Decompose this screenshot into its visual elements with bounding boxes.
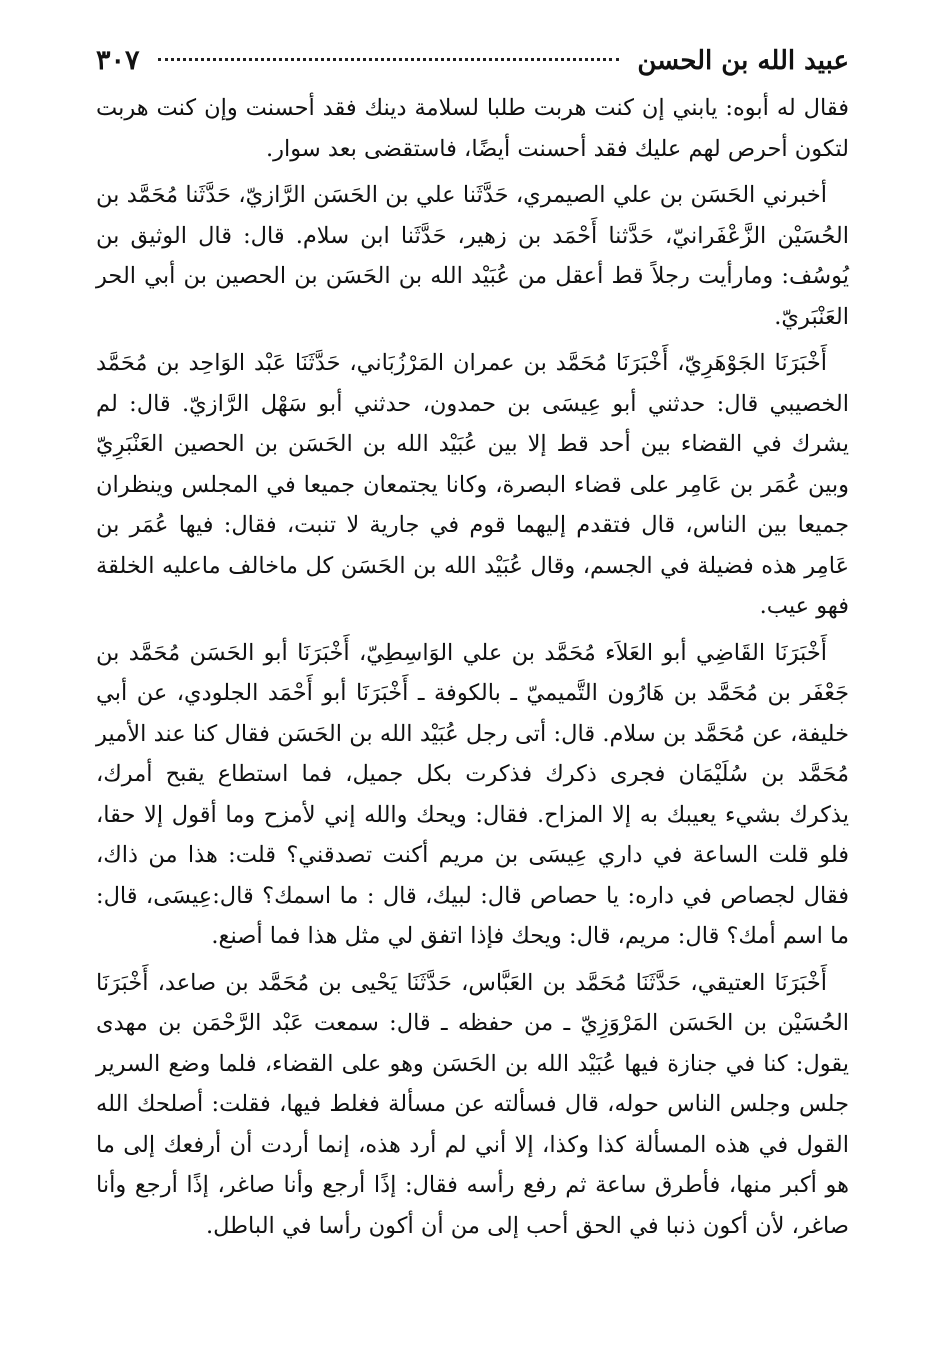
- paragraph-1: فقال له أبوه: يابني إن كنت هربت طلبا لسلامة دينك فقد أحسنت وإن كنت هربت لتكون أحرص لهم عليك فقد أحسنت أيضًا، فاستقضى بعد سوار.: [96, 95, 849, 162]
- paragraph-3: أَخْبَرَنَا الجَوْهَرِيّ، أَخْبَرَنَا مُحَمَّد بن عمران المَرْزُبَاني، حَدَّثَنَا عَبْد الوَاحِد بن مُحَمَّد الخصيبي قال: حدثني أبو عِيسَى بن حمدون، حدثني أبو سَهْل الرَّازيّ. قال: لم يشرك في القضاء بين أحد قط إلا بين عُبَيْد الله بن الحَسَن بن الحصين العَنْبَرِيّ وبين عُمَر بن عَامِر على قضاء البصرة، وكانا يجتمعان جميعا في المجلس وينظران جميعا بين الناس، قال فتقدم إليهما قوم في جارية لا تنبت، فقال: فيها عُمَر بن عَامِر هذه فضيلة في الجسم، وقال عُبَيْد الله بن الحَسَن كل ماخالف ماعليه الخلقة فهو عيب.: [96, 350, 849, 619]
- paragraph-4: أَخْبَرَنَا القَاضِي أبو العَلاَء مُحَمَّد بن علي الوَاسِطِيّ، أَخْبَرَنَا أبو الحَسَن مُحَمَّد بن جَعْفَر بن مُحَمَّد بن هَارُون التَّميميّ ـ بالكوفة ـ أَخْبَرَنَا أبو أَحْمَد الجلودي، عن أبي خليفة، عن مُحَمَّد بن سلام. قال: أتى رجل عُبَيْد الله بن الحَسَن فقال كنا عند الأمير مُحَمَّد بن سُلَيْمَان فجرى ذكرك فذكرت بكل جميل، فما استطاع يقبح أمرك، يذكرك بشيء يعيبك به إلا المزاح. فقال: ويحك والله إني لأمزح وما أقول إلا حقا، فلو قلت الساعة في داري عِيسَى بن مريم أكنت تصدقني؟ قلت: هذا من ذاك، فقال لجصاص في داره: يا حصاص قال: لبيك، قال : ما اسمك؟ قال:عِيسَى، قال: ما اسم أمك؟ قال: مريم، قال: ويحك فإذا اتفق لي مثل هذا فما أصنع.: [96, 639, 849, 949]
- page-body: [96, 88, 849, 1246]
- paragraph-2: أخبرني الحَسَن بن علي الصيمري، حَدَّثَنا علي بن الحَسَن الرَّازيّ، حَدَّثَنا مُحَمَّد بن الحُسَيْن الزَّعْفَرانيّ، حَدَّثنا أَحْمَد بن زهير، حَدَّثَنا ابن سلام. قال: قال الوثيق بن يُوسُف: ومارأيت رجلاً قط أعقل من عُبَيْد الله بن الحَسَن بن الحصين بن أبي الحر العَنْبَريّ.: [96, 182, 849, 330]
- page-number: ٣٠٧: [96, 45, 140, 76]
- header-leader-dots: [158, 58, 620, 61]
- page-header: [96, 34, 849, 88]
- paragraph-5: أَخْبَرَنَا العتيقي، حَدَّثَنَا مُحَمَّد بن العَبَّاس، حَدَّثَنَا يَحْيى بن مُحَمَّد بن صاعد، أَخْبَرَنَا الحُسَيْن بن الحَسَن المَرْوَزِيّ ـ من حفظه ـ قال: سمعت عَبْد الرَّحْمَن بن مهدى يقول: كنا في جنازة فيها عُبَيْد الله بن الحَسَن وهو على القضاء، فلما وضع السرير جلس وجلس الناس حوله، قال فسألته عن مسألة فغلط فيها، فقلت: أصلحك الله القول في هذه المسألة كذا وكذا، إلا أني لم أرد هذه، إنما أردت أن أرفعك إلى ما هو أكبر منها، فأطرق ساعة ثم رفع رأسه فقال: إذًا أرجع وأنا صاغر، إذًا أرجع وأنا صاغر، لأن أكون ذنبا في الحق أحب إلى من أن أكون رأسا في الباطل.: [96, 969, 849, 1239]
- running-head: عبيد الله بن الحسن: [637, 46, 849, 76]
